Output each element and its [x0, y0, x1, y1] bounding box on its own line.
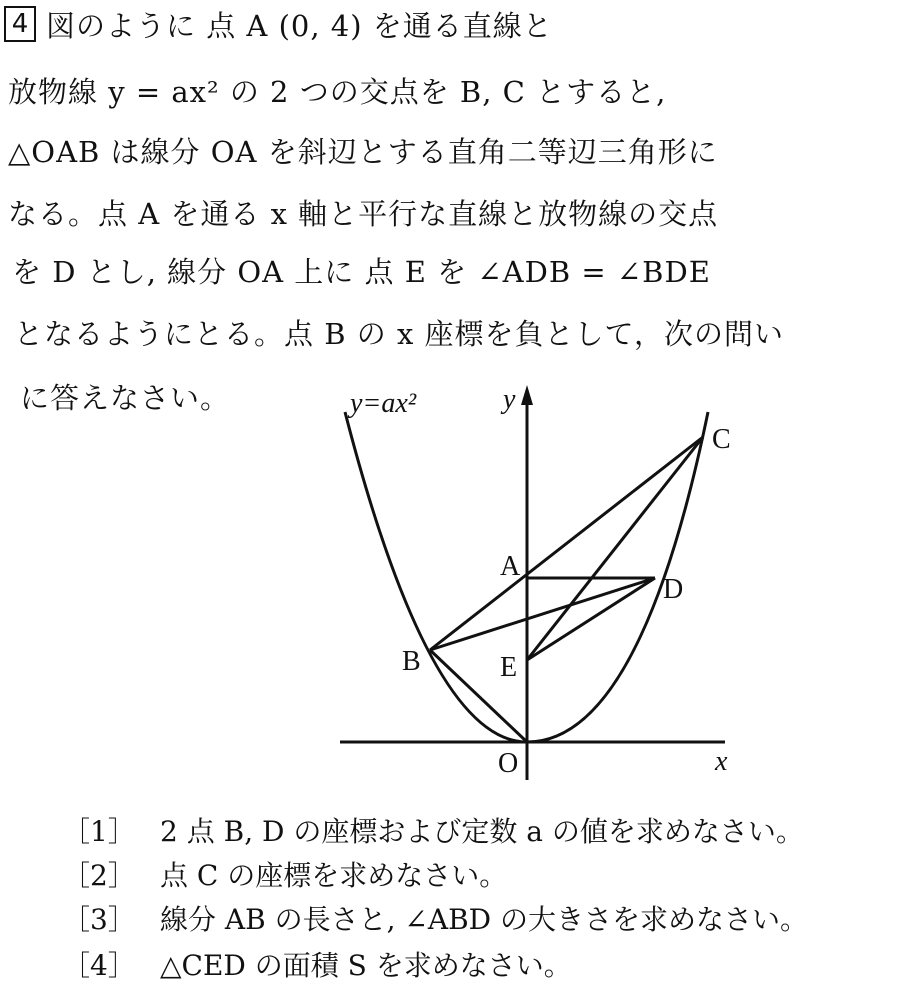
question-3-text: 線分 AB の長さと, ∠ABD の大きさを求めなさい。: [160, 903, 809, 936]
origin-label: O: [498, 748, 519, 779]
problem-number: 4: [4, 6, 36, 42]
point-E-label: E: [500, 652, 518, 683]
line-BC: [430, 437, 703, 650]
point-A-label: A: [500, 551, 521, 582]
problem-line-1: 図のように 点 A (0, 4) を通る直線と: [46, 9, 553, 43]
question-4-text: △CED の面積 S を求めなさい。: [160, 949, 572, 982]
question-1-number: ［1］: [62, 815, 136, 848]
question-2-text: 点 C の座標を求めなさい。: [160, 859, 508, 892]
segment-EC: [527, 437, 703, 660]
x-axis-label: x: [715, 746, 728, 777]
problem-line-4: なる。点 A を通る x 軸と平行な直線と放物線の交点: [8, 197, 719, 231]
problem-line-6: となるようにとる。点 B の x 座標を負として，次の問い: [14, 317, 784, 351]
question-1-text: 2 点 B, D の座標および定数 a の値を求めなさい。: [160, 815, 804, 848]
problem-line-7: に答えなさい。: [20, 381, 231, 415]
y-axis-label: y: [503, 384, 516, 415]
point-B-label: B: [402, 646, 421, 677]
problem-line-3: △OAB は線分 OA を斜辺とする直角二等辺三角形に: [8, 135, 718, 169]
curve-label: y=ax²: [350, 388, 417, 419]
point-D-label: D: [663, 574, 684, 605]
question-3-number: ［3］: [62, 903, 136, 936]
question-2-number: ［2］: [62, 859, 136, 892]
problem-line-2: 放物線 y = ax² の 2 つの交点を B, C とすると,: [8, 75, 667, 109]
y-axis-arrow-icon: [521, 385, 533, 405]
point-C-label: C: [712, 424, 731, 455]
question-4-number: ［4］: [62, 949, 136, 982]
problem-line-5: を D とし, 線分 OA 上に 点 E を ∠ADB = ∠BDE: [12, 255, 711, 289]
